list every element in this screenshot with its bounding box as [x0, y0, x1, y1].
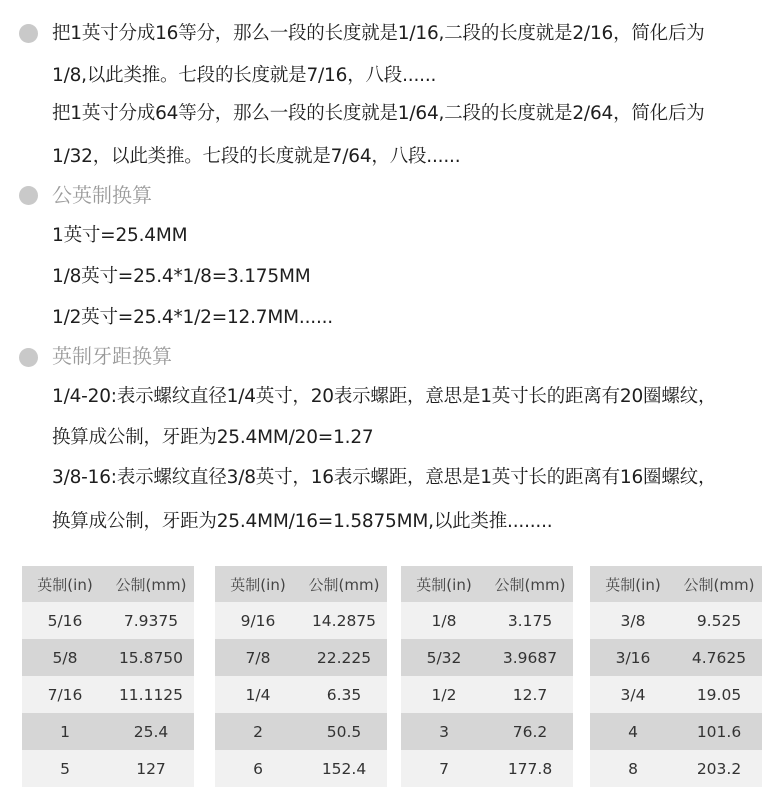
inch-cell: 1	[22, 713, 108, 750]
table-row	[22, 639, 194, 676]
header-mm: 公制(mm)	[487, 566, 573, 602]
inch-cell: 1/4	[215, 676, 301, 713]
inch-cell: 6	[215, 750, 301, 787]
section3-line: 3/8-16:表示螺纹直径3/8英寸，16表示螺距，意思是1英寸长的距离有16圈螺纹，	[52, 467, 717, 488]
section1-line: 把1英寸分成64等分，那么一段的长度就是1/64,二段的长度就是2/64，简化后为	[52, 103, 705, 124]
section1-line: 把1英寸分成16等分，那么一段的长度就是1/16,二段的长度就是2/16，简化后为	[52, 23, 705, 44]
header-mm: 公制(mm)	[301, 566, 387, 602]
inch-cell: 4	[590, 713, 676, 750]
bullet-icon	[19, 186, 38, 205]
inch-cell: 3/16	[590, 639, 676, 676]
mm-cell: 6.35	[301, 676, 387, 713]
inch-cell: 3/4	[590, 676, 676, 713]
mm-cell: 9.525	[676, 602, 762, 639]
table-header-row	[401, 566, 573, 602]
table-row	[590, 602, 762, 639]
inch-cell: 8	[590, 750, 676, 787]
table-header-row	[22, 566, 194, 602]
header-mm: 公制(mm)	[108, 566, 194, 602]
table-row	[22, 750, 194, 787]
inch-cell: 5/8	[22, 639, 108, 676]
section1-line: 1/32，以此类推。七段的长度就是7/64，八段......	[52, 146, 461, 167]
section3-line: 换算成公制，牙距为25.4MM/16=1.5875MM,以此类推........	[52, 511, 553, 532]
table-row	[590, 750, 762, 787]
inch-cell: 9/16	[215, 602, 301, 639]
table-header-row	[215, 566, 387, 602]
inch-cell: 7/16	[22, 676, 108, 713]
mm-cell: 152.4	[301, 750, 387, 787]
table-row	[215, 602, 387, 639]
section2-line: 1英寸=25.4MM	[52, 225, 188, 246]
table-row	[401, 713, 573, 750]
mm-cell: 22.225	[301, 639, 387, 676]
inch-cell: 3/8	[590, 602, 676, 639]
inch-cell: 5/16	[22, 602, 108, 639]
table-row	[215, 639, 387, 676]
header-inch: 英制(in)	[215, 566, 301, 602]
mm-cell: 177.8	[487, 750, 573, 787]
conversion-table	[590, 566, 762, 787]
mm-cell: 12.7	[487, 676, 573, 713]
table-row	[401, 750, 573, 787]
mm-cell: 4.7625	[676, 639, 762, 676]
inch-cell: 1/2	[401, 676, 487, 713]
table-row	[590, 713, 762, 750]
table-row	[401, 602, 573, 639]
header-mm: 公制(mm)	[676, 566, 762, 602]
mm-cell: 3.175	[487, 602, 573, 639]
inch-cell: 7	[401, 750, 487, 787]
inch-cell: 5/32	[401, 639, 487, 676]
conversion-table	[215, 566, 387, 787]
section2-line: 1/8英寸=25.4*1/8=3.175MM	[52, 266, 311, 287]
table-row	[401, 639, 573, 676]
mm-cell: 203.2	[676, 750, 762, 787]
table-header-row	[590, 566, 762, 602]
section-heading: 公英制换算	[52, 183, 152, 207]
table-row	[590, 676, 762, 713]
mm-cell: 15.8750	[108, 639, 194, 676]
section3-line: 换算成公制，牙距为25.4MM/20=1.27	[52, 427, 374, 448]
table-row	[22, 676, 194, 713]
table-row	[401, 676, 573, 713]
mm-cell: 101.6	[676, 713, 762, 750]
table-row	[22, 602, 194, 639]
header-inch: 英制(in)	[401, 566, 487, 602]
table-row	[215, 676, 387, 713]
bullet-icon	[19, 348, 38, 367]
mm-cell: 25.4	[108, 713, 194, 750]
section-heading: 英制牙距换算	[52, 344, 172, 368]
header-inch: 英制(in)	[22, 566, 108, 602]
conversion-table	[22, 566, 194, 787]
mm-cell: 3.9687	[487, 639, 573, 676]
header-inch: 英制(in)	[590, 566, 676, 602]
inch-cell: 7/8	[215, 639, 301, 676]
inch-cell: 3	[401, 713, 487, 750]
section1-line: 1/8,以此类推。七段的长度就是7/16，八段......	[52, 65, 437, 86]
bullet-icon	[19, 24, 38, 43]
mm-cell: 127	[108, 750, 194, 787]
section2-line: 1/2英寸=25.4*1/2=12.7MM......	[52, 307, 333, 328]
inch-cell: 2	[215, 713, 301, 750]
mm-cell: 14.2875	[301, 602, 387, 639]
table-row	[22, 713, 194, 750]
inch-cell: 1/8	[401, 602, 487, 639]
table-row	[590, 639, 762, 676]
conversion-table	[401, 566, 573, 787]
table-row	[215, 713, 387, 750]
inch-cell: 5	[22, 750, 108, 787]
mm-cell: 50.5	[301, 713, 387, 750]
mm-cell: 19.05	[676, 676, 762, 713]
mm-cell: 7.9375	[108, 602, 194, 639]
mm-cell: 76.2	[487, 713, 573, 750]
section3-line: 1/4-20:表示螺纹直径1/4英寸，20表示螺距，意思是1英寸长的距离有20圈螺纹，	[52, 386, 717, 407]
table-row	[215, 750, 387, 787]
mm-cell: 11.1125	[108, 676, 194, 713]
